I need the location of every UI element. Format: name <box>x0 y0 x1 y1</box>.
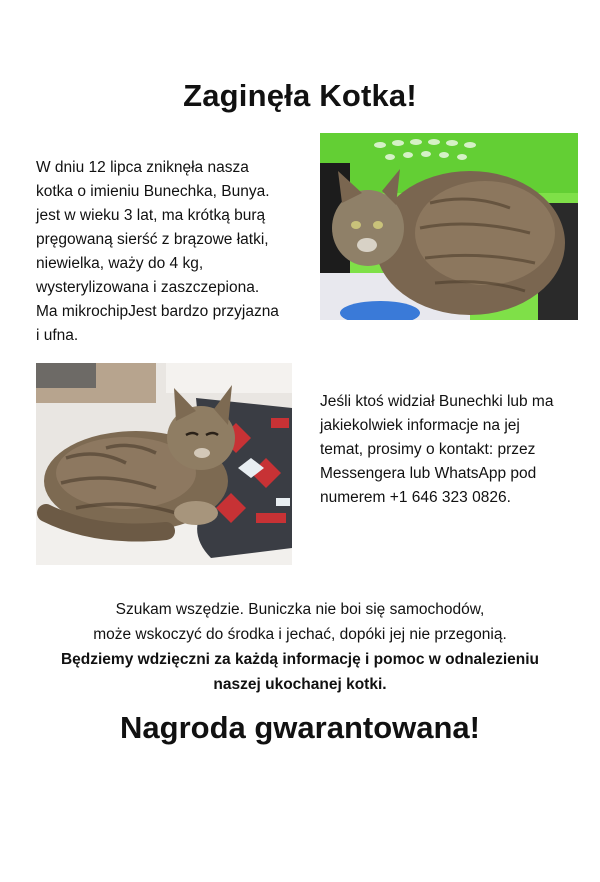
thanks-line: naszej ukochanej kotki. <box>213 676 387 693</box>
contact-line: Messengera lub WhatsApp pod <box>320 465 537 482</box>
contact-line: jakiekolwiek informacje na jej <box>320 417 520 434</box>
cat-photo-basket <box>320 133 578 320</box>
description-line: niewielka, waży do 4 kg, <box>36 255 204 272</box>
description-line: jest w wieku 3 lat, ma krótką burą <box>36 207 266 224</box>
poster-title: Zaginęła Kotka! <box>183 78 417 113</box>
description-line: W dniu 12 lipca zniknęła nasza <box>36 159 249 176</box>
contact-line: numerem +1 646 323 0826. <box>320 489 511 506</box>
description-line: kotka o imieniu Bunechka, Bunya. <box>36 183 270 200</box>
search-line: może wskoczyć do środka i jechać, dopóki jej nie przegonią. <box>93 626 507 643</box>
description-line: pręgowaną sierść z brązowe łatki, <box>36 231 269 248</box>
search-line: Szukam wszędzie. Buniczka nie boi się samochodów, <box>115 601 485 618</box>
search-appeal <box>0 597 600 697</box>
thanks-line: Będziemy wdzięczni za każdą informację i pomoc w odnalezieniu <box>60 651 540 668</box>
contact-line: Jeśli ktoś widział Bunechki lub ma <box>320 393 554 410</box>
contact-info <box>320 390 590 510</box>
cat-photo-blanket <box>36 363 292 565</box>
description-line: wysterylizowana i zaszczepiona. <box>36 279 260 296</box>
reward-heading: Nagroda gwarantowana! <box>120 710 480 745</box>
description-line: i ufna. <box>36 327 79 344</box>
contact-line: temat, prosimy o kontakt: przez <box>320 441 536 458</box>
cat-description <box>36 156 318 348</box>
description-line: Ma mikrochipJest bardzo przyjazna <box>36 303 279 320</box>
